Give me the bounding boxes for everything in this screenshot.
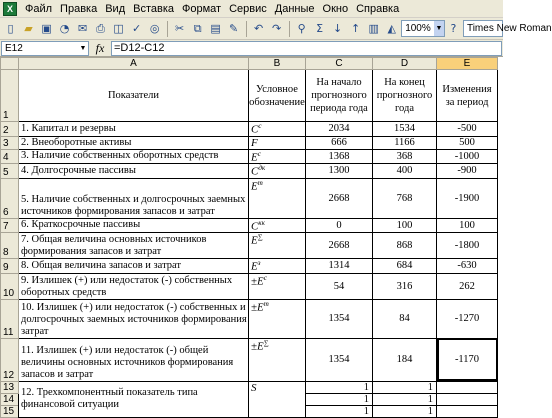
new-document-icon[interactable]: ▯ bbox=[7, 22, 14, 35]
cell-symbol[interactable] bbox=[249, 299, 306, 338]
symbol-superscript: т bbox=[257, 178, 263, 187]
header-cell-end[interactable]: На конец прогнозного года bbox=[373, 70, 437, 122]
zoom-value: 100% bbox=[405, 23, 431, 34]
row-header[interactable]: 1 bbox=[1, 70, 19, 122]
symbol-letter: C bbox=[251, 220, 259, 232]
column-header-d[interactable]: D bbox=[373, 58, 437, 70]
permission-icon[interactable]: ◔ bbox=[59, 22, 70, 35]
cell-indicator[interactable]: 3. Наличие собственных оборотных средств bbox=[19, 149, 249, 164]
cell-end-value[interactable]: 400 bbox=[373, 164, 437, 179]
cell-start-value[interactable]: 0 bbox=[306, 218, 373, 233]
row-header[interactable]: 6 bbox=[1, 178, 19, 218]
cell-end-value[interactable]: 1 bbox=[373, 405, 437, 417]
symbol-letter: C bbox=[251, 123, 259, 136]
cell-change-value[interactable] bbox=[437, 381, 498, 393]
cell-e12-selected[interactable]: -1170 bbox=[437, 338, 498, 381]
symbol-letter: E bbox=[251, 234, 258, 247]
paste-icon[interactable]: ▤ bbox=[210, 22, 221, 35]
cell-change-value[interactable]: -500 bbox=[437, 122, 498, 137]
symbol-superscript: дк bbox=[258, 164, 266, 172]
symbol-superscript: ∑ bbox=[257, 233, 263, 241]
column-header-c[interactable]: C bbox=[306, 58, 373, 70]
cell-change-value[interactable]: 100 bbox=[437, 218, 498, 233]
column-header-a[interactable]: A bbox=[19, 58, 249, 70]
cell-end-value[interactable]: 184 bbox=[373, 338, 437, 381]
cell-change-value[interactable]: -900 bbox=[437, 164, 498, 179]
cell-end-value[interactable]: 768 bbox=[373, 178, 437, 218]
cell-start-value[interactable]: 666 bbox=[306, 136, 373, 149]
cell-end-value[interactable]: 1 bbox=[373, 381, 437, 393]
cell-start-value[interactable]: 2668 bbox=[306, 178, 373, 218]
insert-function-icon[interactable]: fx bbox=[95, 40, 105, 55]
cell-symbol[interactable] bbox=[249, 136, 306, 149]
redo-icon[interactable]: ↷ bbox=[272, 22, 282, 35]
undo-icon[interactable]: ↶ bbox=[254, 22, 264, 35]
cell-start-value[interactable]: 1300 bbox=[306, 164, 373, 179]
cell-indicator[interactable]: 11. Излишек (+) или недостаток (-) общей величины основных источников формирования запасов и затрат bbox=[19, 338, 249, 381]
autosum-icon[interactable]: Σ bbox=[316, 22, 324, 35]
open-folder-icon[interactable]: ▰ bbox=[24, 22, 33, 35]
cell-symbol[interactable] bbox=[249, 178, 306, 218]
cell-end-value[interactable]: 684 bbox=[373, 259, 437, 274]
cut-icon[interactable]: ✂ bbox=[174, 22, 185, 35]
row-header[interactable]: 7 bbox=[1, 218, 19, 233]
table-row bbox=[1, 259, 498, 274]
cell-symbol[interactable] bbox=[249, 259, 306, 274]
zoom-select[interactable] bbox=[401, 20, 445, 37]
cell-start-value[interactable]: 1 bbox=[306, 405, 373, 417]
symbol-letter: ±E bbox=[251, 301, 264, 313]
table-row bbox=[1, 381, 498, 393]
cell-end-value[interactable]: 84 bbox=[373, 299, 437, 338]
email-icon[interactable]: ✉ bbox=[77, 22, 88, 35]
menu-insert[interactable]: Вставка bbox=[133, 2, 175, 15]
formula-bar bbox=[0, 40, 503, 57]
header-cell-start[interactable]: На начало прогнозного периода года bbox=[306, 70, 373, 122]
menu-window[interactable]: Окно bbox=[322, 2, 349, 15]
cell-symbol[interactable] bbox=[249, 122, 306, 137]
header-cell-symbol[interactable]: Условное обозначение bbox=[249, 70, 306, 122]
symbol-superscript: с bbox=[263, 273, 267, 282]
row-header[interactable]: 10 bbox=[1, 273, 19, 299]
cell-start-value[interactable]: 54 bbox=[306, 273, 373, 299]
row-header[interactable]: 14 bbox=[1, 393, 19, 405]
cell-indicator[interactable]: 1. Капитал и резервы bbox=[19, 122, 249, 137]
cell-change-value[interactable]: -1000 bbox=[437, 149, 498, 164]
cell-symbol[interactable] bbox=[249, 273, 306, 299]
menu-help[interactable]: Справка bbox=[356, 2, 400, 15]
cell-indicator[interactable]: 9. Излишек (+) или недостаток (-) собственных оборотных средств bbox=[19, 273, 249, 299]
sort-descending-icon[interactable]: ↑ bbox=[351, 22, 361, 35]
spreadsheet-grid bbox=[0, 57, 498, 418]
menu-tools[interactable]: Сервис bbox=[229, 2, 267, 15]
help-icon[interactable]: ? bbox=[450, 22, 457, 35]
cell-start-value[interactable]: 1314 bbox=[306, 259, 373, 274]
cell-start-value[interactable]: 1368 bbox=[306, 149, 373, 164]
print-preview-icon[interactable]: ◫ bbox=[113, 22, 124, 35]
table-row bbox=[1, 178, 498, 218]
cell-end-value[interactable]: 316 bbox=[373, 273, 437, 299]
hyperlink-icon[interactable]: ⚲ bbox=[297, 22, 306, 35]
spelling-icon[interactable]: ✓ bbox=[132, 22, 142, 35]
font-select[interactable] bbox=[463, 20, 552, 37]
table-row bbox=[1, 164, 498, 179]
table-row bbox=[1, 149, 498, 164]
symbol-superscript: з bbox=[257, 259, 261, 267]
menu-bar bbox=[0, 0, 503, 18]
menu-data[interactable]: Данные bbox=[274, 2, 315, 15]
row-header[interactable]: 11 bbox=[1, 299, 19, 338]
table-row bbox=[1, 136, 498, 149]
standard-toolbar bbox=[0, 18, 552, 40]
table-row bbox=[1, 273, 498, 299]
table-row bbox=[1, 299, 498, 338]
cell-symbol[interactable] bbox=[249, 338, 306, 381]
menu-view[interactable]: Вид bbox=[105, 2, 126, 15]
table-row bbox=[1, 233, 498, 259]
cell-indicator[interactable]: 10. Излишек (+) или недостаток (-) собственных и долгосрочных заемных источников формирования затрат bbox=[19, 299, 249, 338]
table-row bbox=[1, 338, 498, 381]
cell-end-value[interactable]: 368 bbox=[373, 149, 437, 164]
symbol-letter: ±E bbox=[251, 340, 264, 352]
cell-change-value[interactable] bbox=[437, 405, 498, 417]
column-header-e[interactable]: E bbox=[437, 58, 498, 70]
symbol-letter: E bbox=[251, 180, 258, 192]
symbol-letter: F bbox=[251, 136, 258, 149]
cell-indicator[interactable]: 2. Внеоборотные активы bbox=[19, 136, 249, 149]
row-header[interactable]: 3 bbox=[1, 136, 19, 149]
row-header[interactable]: 4 bbox=[1, 149, 19, 164]
chevron-down-icon[interactable]: ▼ bbox=[434, 21, 444, 36]
cell-start-value[interactable]: 1 bbox=[306, 393, 373, 405]
symbol-superscript: с bbox=[257, 149, 261, 158]
cell-change-value[interactable]: 262 bbox=[437, 273, 498, 299]
symbol-superscript: с bbox=[258, 122, 262, 130]
research-icon[interactable]: ◎ bbox=[149, 22, 160, 35]
chevron-down-icon[interactable]: ▼ bbox=[79, 44, 87, 52]
symbol-letter: $\overline{S}$ bbox=[251, 381, 257, 394]
header-cell-change[interactable]: Изменения за период bbox=[437, 70, 498, 122]
print-icon[interactable]: ⎙ bbox=[96, 21, 105, 35]
cell-symbol[interactable] bbox=[249, 233, 306, 259]
format-painter-icon[interactable]: ✎ bbox=[229, 22, 239, 35]
name-box[interactable] bbox=[1, 41, 89, 56]
cell-symbol[interactable] bbox=[249, 381, 306, 417]
cell-start-value[interactable]: 2668 bbox=[306, 233, 373, 259]
copy-icon[interactable]: ⧉ bbox=[193, 21, 202, 35]
cell-change-value[interactable]: -1270 bbox=[437, 299, 498, 338]
cell-start-value[interactable]: 2034 bbox=[306, 122, 373, 137]
row-header[interactable]: 13 bbox=[1, 381, 19, 393]
drawing-icon[interactable]: ◭ bbox=[387, 22, 396, 35]
formula-input[interactable]: =D12-C12 bbox=[111, 41, 502, 56]
row-header[interactable]: 9 bbox=[1, 259, 19, 274]
data-rows bbox=[1, 122, 498, 418]
sheet-table bbox=[0, 57, 498, 418]
symbol-letter: E bbox=[251, 151, 258, 163]
cell-end-value[interactable]: 1166 bbox=[373, 136, 437, 149]
column-header-b[interactable]: B bbox=[249, 58, 306, 70]
cell-indicator[interactable]: 4. Долгосрочные пассивы bbox=[19, 164, 249, 179]
excel-app-icon[interactable]: X bbox=[3, 2, 17, 16]
symbol-superscript: кк bbox=[258, 218, 265, 227]
cell-change-value[interactable]: 500 bbox=[437, 136, 498, 149]
toolbar-separator bbox=[246, 21, 247, 37]
row-header[interactable]: 8 bbox=[1, 233, 19, 259]
table-row bbox=[1, 218, 498, 233]
cell-change-value[interactable]: -1800 bbox=[437, 233, 498, 259]
sort-ascending-icon[interactable]: ↓ bbox=[333, 22, 343, 35]
symbol-letter: ±E bbox=[251, 275, 264, 287]
cell-indicator[interactable]: 6. Краткосрочные пассивы bbox=[19, 218, 249, 233]
row-header[interactable]: 12 bbox=[1, 338, 19, 381]
cell-change-value[interactable]: -630 bbox=[437, 259, 498, 274]
cell-start-value[interactable]: 1354 bbox=[306, 338, 373, 381]
cell-change-value[interactable] bbox=[437, 393, 498, 405]
cell-indicator[interactable]: 7. Общая величина основных источников формирования запасов и затрат bbox=[19, 233, 249, 259]
name-box-value: E12 bbox=[5, 42, 23, 54]
cell-indicator[interactable]: 8. Общая величина запасов и затрат bbox=[19, 259, 249, 274]
table-row bbox=[1, 122, 498, 137]
select-all-corner[interactable] bbox=[1, 58, 19, 70]
cell-symbol[interactable] bbox=[249, 149, 306, 164]
font-value: Times New Roman bbox=[466, 23, 552, 34]
cell-symbol[interactable] bbox=[249, 164, 306, 179]
symbol-superscript: т bbox=[263, 299, 269, 308]
menu-file[interactable]: Файл bbox=[25, 2, 53, 15]
cell-symbol[interactable] bbox=[249, 218, 306, 233]
toolbar-separator bbox=[289, 21, 290, 37]
cell-indicator[interactable]: 12. Трехкомпонентный показатель типа финансовой ситуации bbox=[19, 381, 249, 417]
cell-start-value[interactable]: 1354 bbox=[306, 299, 373, 338]
cell-change-value[interactable]: -1900 bbox=[437, 178, 498, 218]
row-header[interactable]: 15 bbox=[1, 405, 19, 417]
row-header[interactable]: 2 bbox=[1, 122, 19, 137]
symbol-letter: E bbox=[251, 260, 258, 273]
toolbar-separator bbox=[167, 21, 168, 37]
save-icon[interactable]: ▣ bbox=[41, 22, 52, 35]
cell-end-value[interactable]: 868 bbox=[373, 233, 437, 259]
menu-format[interactable]: Формат bbox=[182, 2, 222, 15]
chart-wizard-icon[interactable]: ▥ bbox=[368, 22, 379, 35]
menu-edit[interactable]: Правка bbox=[60, 2, 98, 15]
cell-end-value[interactable]: 1534 bbox=[373, 122, 437, 137]
cell-end-value[interactable]: 1 bbox=[373, 393, 437, 405]
cell-start-value[interactable]: 1 bbox=[306, 381, 373, 393]
symbol-superscript: ∑ bbox=[263, 338, 269, 347]
header-cell-indicators[interactable]: Показатели bbox=[19, 70, 249, 122]
symbol-letter: C bbox=[251, 165, 259, 178]
cell-indicator[interactable]: 5. Наличие собственных и долгосрочных заемных источников формирования запасов и затрат bbox=[19, 178, 249, 218]
cell-end-value[interactable]: 100 bbox=[373, 218, 437, 233]
row-header[interactable]: 5 bbox=[1, 164, 19, 179]
